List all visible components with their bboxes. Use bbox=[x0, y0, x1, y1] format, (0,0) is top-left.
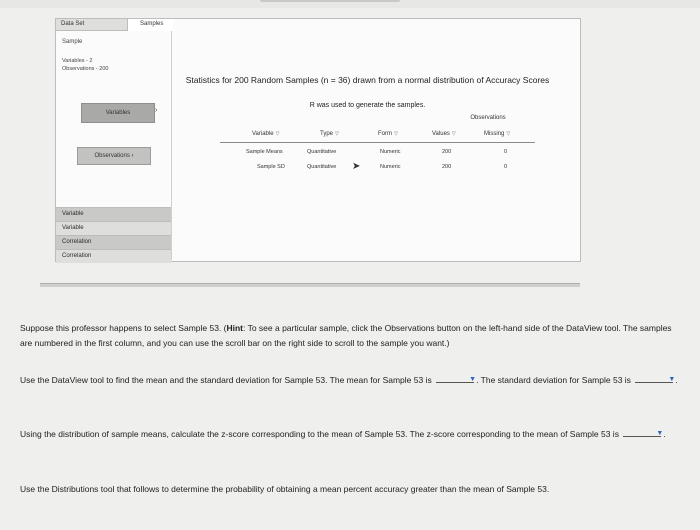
sort-icon: ▽ bbox=[451, 131, 456, 137]
observations-button[interactable] bbox=[77, 147, 151, 165]
sort-icon: ▽ bbox=[394, 131, 398, 137]
sort-icon: ▽ bbox=[275, 131, 280, 137]
chevron-right-icon: › bbox=[155, 107, 158, 114]
list-item[interactable]: Correlation bbox=[56, 249, 171, 263]
list-item[interactable]: Variable bbox=[56, 221, 171, 235]
tab-data-set[interactable]: Data Set bbox=[56, 19, 128, 31]
col-header-variable[interactable] bbox=[252, 131, 279, 137]
col-header-label: Form bbox=[378, 131, 392, 137]
text: : To see a particular sample, click the Observations button on the left-hand side of the DataView tool. The samples are numbered in the first column, and you can use the scroll bar on the right side to scroll to the sample you want.) bbox=[20, 323, 672, 348]
statistics-title: Statistics for 200 Random Samples (n = 36) drawn from a normal distribution of Accuracy Scores bbox=[185, 75, 550, 85]
sort-icon: ▽ bbox=[506, 131, 511, 137]
dropdown-caret-icon: ▼ bbox=[469, 376, 477, 383]
sd-answer-dropdown[interactable] bbox=[635, 374, 676, 383]
sample-label: Sample bbox=[62, 39, 83, 45]
cropped-header bbox=[260, 0, 400, 2]
zscore-answer-dropdown[interactable] bbox=[623, 428, 664, 437]
question-paragraph-1 bbox=[20, 321, 680, 351]
text: Using the distribution of sample means, calculate the z-score corresponding to the mean of Sample 53. The z-score corresponding to the mean of Sample 53 is bbox=[20, 429, 619, 439]
text: . bbox=[663, 429, 666, 439]
statistics-subtitle: R was used to generate the samples. bbox=[309, 102, 426, 109]
variables-button[interactable]: Variables bbox=[81, 103, 155, 123]
table-cell: Sample SD bbox=[257, 164, 285, 170]
text: Suppose this professor happens to select Sample 53. ( bbox=[20, 323, 227, 333]
table-cell: Sample Means bbox=[246, 149, 283, 155]
table-cell: 0 bbox=[504, 164, 508, 170]
table-cell: Quantitative bbox=[307, 164, 337, 170]
table-cell: 200 bbox=[442, 164, 452, 170]
col-header-label: Values bbox=[432, 131, 450, 137]
section-divider bbox=[40, 283, 580, 287]
dataview-tool bbox=[55, 18, 581, 262]
sort-icon: ▽ bbox=[335, 131, 339, 137]
col-header-label: Variable bbox=[252, 131, 274, 137]
col-header-values[interactable] bbox=[432, 131, 456, 137]
chevron-right-icon: › bbox=[131, 153, 134, 159]
dropdown-caret-icon: ▼ bbox=[668, 376, 676, 383]
col-header-label: Type bbox=[320, 131, 334, 137]
mouse-cursor-icon: ➤ bbox=[352, 161, 361, 172]
observations-button-label: Observations bbox=[94, 153, 130, 159]
col-header-type[interactable] bbox=[320, 131, 339, 137]
list-item[interactable]: Correlation bbox=[56, 235, 171, 249]
text: . The standard deviation for Sample 53 is bbox=[476, 375, 631, 385]
table-cell: 200 bbox=[442, 149, 452, 155]
col-header-form[interactable] bbox=[378, 131, 398, 137]
question-paragraph-3 bbox=[20, 427, 685, 442]
dataset-left-pane bbox=[56, 31, 172, 260]
observations-count: Observations - 200 bbox=[62, 66, 109, 72]
dropdown-caret-icon: ▼ bbox=[656, 430, 664, 437]
text: Use the DataView tool to find the mean and the standard deviation for Sample 53. The mean for Sample 53 is bbox=[20, 375, 432, 385]
list-item[interactable]: Variable bbox=[56, 207, 171, 221]
tab-samples[interactable]: Samples bbox=[128, 19, 173, 31]
variables-count: Variables - 2 bbox=[62, 58, 93, 64]
mean-answer-dropdown[interactable] bbox=[436, 374, 477, 383]
table-cell: Numeric bbox=[380, 164, 401, 170]
variable-list bbox=[56, 207, 171, 263]
table-cell: Quantitative bbox=[307, 149, 337, 155]
col-header-label: Missing bbox=[484, 131, 505, 137]
table-cell: 0 bbox=[504, 149, 508, 155]
observations-group-header: Observations bbox=[470, 115, 506, 121]
hint-label: Hint bbox=[226, 323, 244, 333]
text: . bbox=[675, 375, 678, 385]
question-paragraph-4: Use the Distributions tool that follows to determine the probability of obtaining a mean percent accuracy greater than the mean of Sample 53. bbox=[20, 484, 550, 494]
table-cell: Numeric bbox=[380, 149, 401, 155]
top-strip bbox=[0, 0, 700, 8]
col-header-missing[interactable] bbox=[484, 131, 510, 137]
question-paragraph-2 bbox=[20, 373, 685, 388]
header-divider bbox=[220, 142, 535, 143]
